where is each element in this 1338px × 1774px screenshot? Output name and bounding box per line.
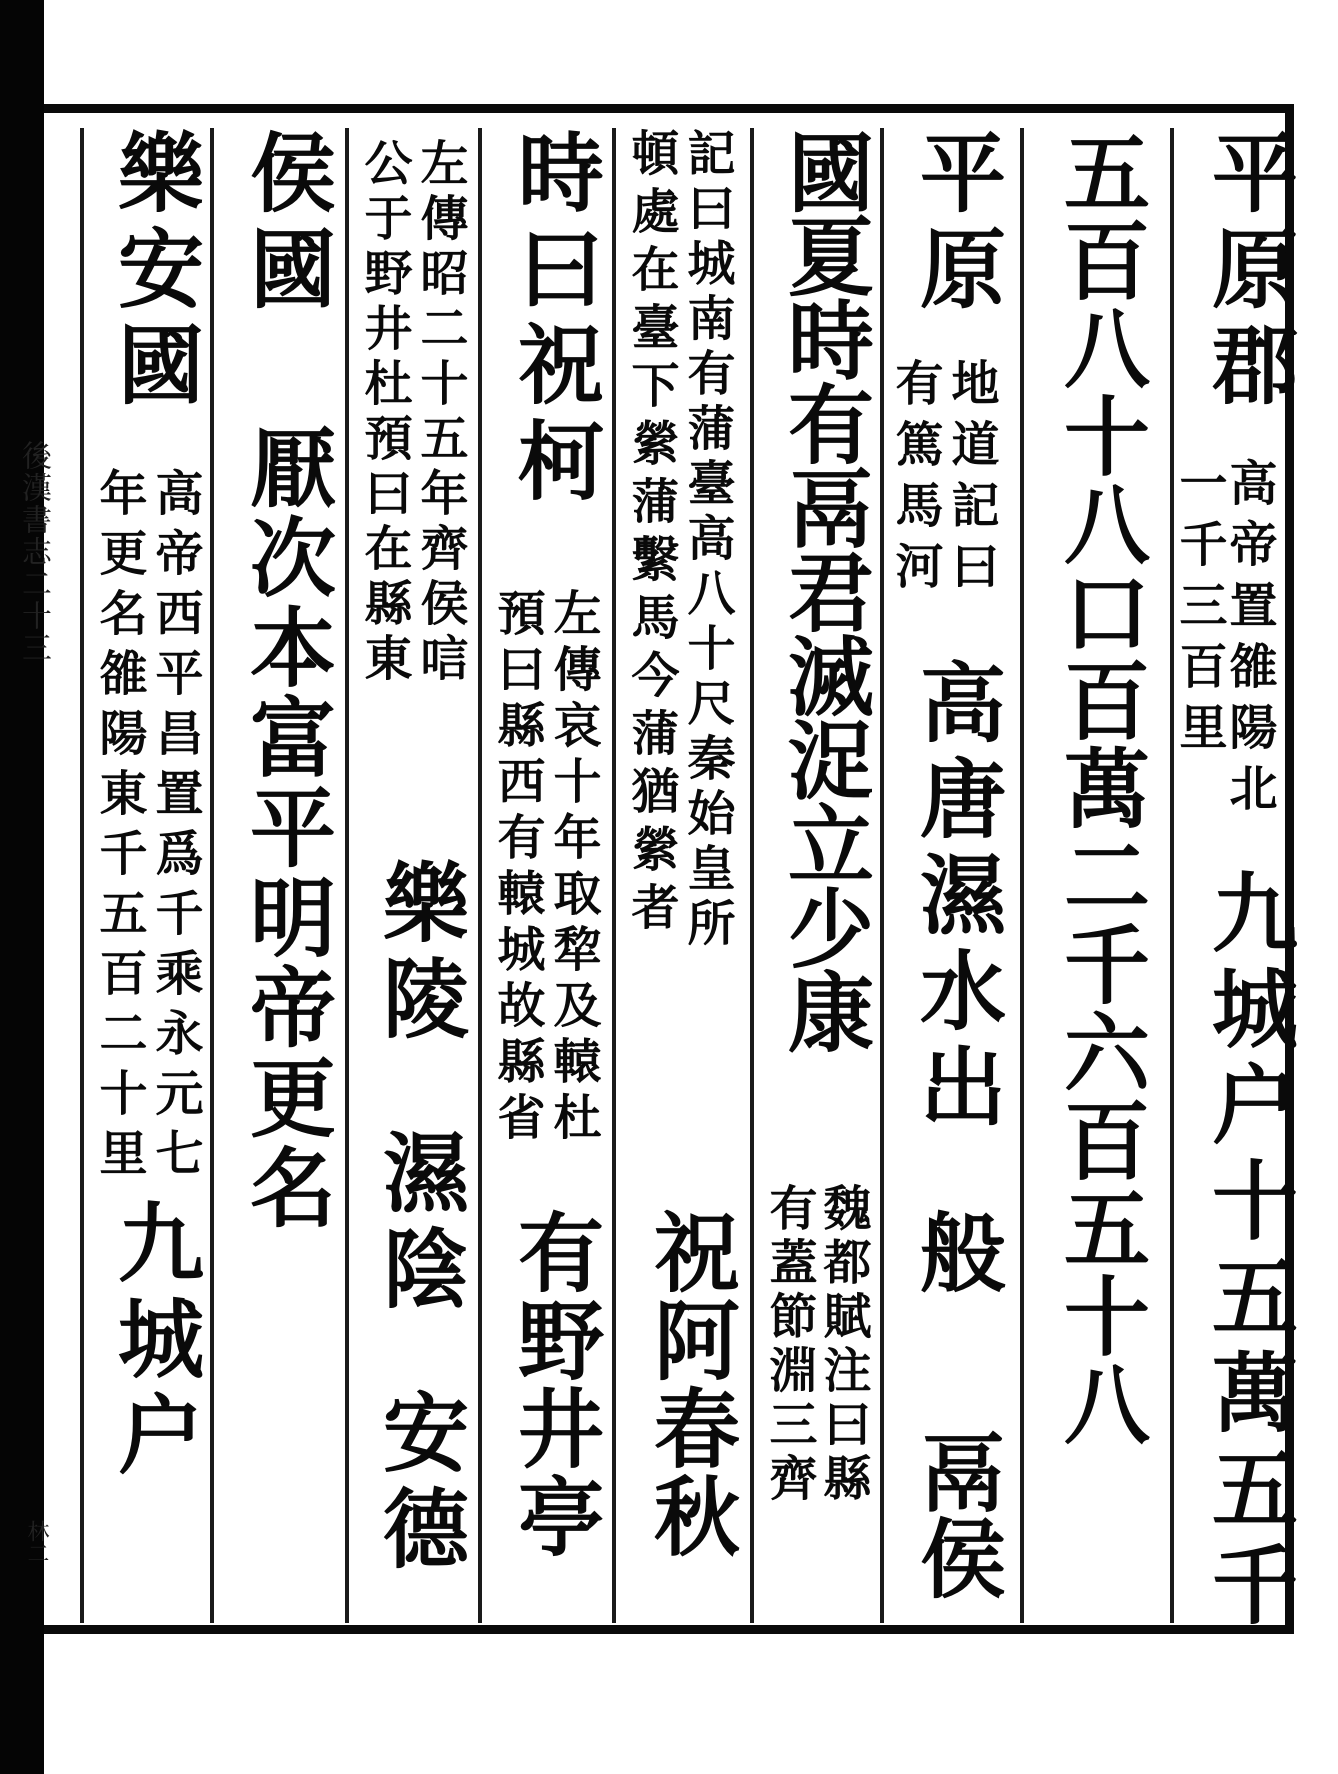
text-column-7 [345, 128, 478, 1623]
annotation-line-1: 左傳哀十年取犂及轅杜 [545, 588, 601, 1148]
margin-book-title: 後漢書志二十三 [16, 440, 51, 664]
main-text: 安德 [368, 1388, 469, 1580]
text-column-1 [1170, 128, 1298, 1636]
main-text: 樂安國 [103, 128, 204, 416]
text-column-4 [750, 128, 880, 1623]
annotation-line-2: 頓處在臺下縈蒲繫馬今蒲猶縈者 [623, 128, 679, 940]
main-text: 般 [905, 1208, 1006, 1304]
text-column-8 [210, 128, 345, 1623]
main-text: 五百八十八口百萬二千六百五十八 [1049, 128, 1150, 1448]
main-text: 平原郡 [1197, 128, 1298, 416]
main-text: 九城户十五萬五千 [1197, 868, 1298, 1636]
main-text: 平原 [905, 128, 1006, 320]
text-column-3 [880, 128, 1020, 1623]
annotation-line-2: 一千三百里 [1171, 458, 1227, 763]
main-text: 濕陰 [368, 1128, 469, 1320]
main-text: 九城户 [103, 1198, 204, 1486]
main-text: 樂陵 [368, 858, 469, 1050]
annotation-line-1: 魏都賦注曰縣 [815, 1183, 871, 1507]
annotation-line-2: 年更名雒陽東千五百二十里 [91, 468, 147, 1188]
text-column-6 [478, 128, 612, 1623]
margin-folio: 林二 [24, 1520, 49, 1564]
main-text: 高唐濕水出 [905, 658, 1006, 1138]
book-spine [0, 0, 44, 1774]
annotation-line-1: 高帝西平昌置爲千乘永元七 [147, 468, 203, 1188]
text-column-2 [1020, 128, 1170, 1623]
main-text: 時曰祝柯 [503, 128, 604, 512]
main-text: 鬲侯 [905, 1428, 1006, 1600]
text-column-5 [612, 128, 750, 1623]
main-text: 國夏時有鬲君滅浞立少康 [773, 128, 874, 1052]
main-text: 侯國 [235, 128, 336, 320]
text-column-9 [80, 128, 210, 1623]
annotation-line-2: 有蓋節淵三齊 [761, 1183, 817, 1507]
annotation-line-1: 左傳昭二十五年齊侯唁 [412, 138, 468, 688]
main-text: 祝阿春秋 [639, 1208, 740, 1560]
annotation-line-1: 地道記曰 [943, 358, 999, 602]
annotation-line-1: 高帝置雒陽北 [1221, 458, 1277, 824]
main-text: 厭次本富平明帝更名 [235, 423, 336, 1233]
main-text: 有野井亭 [503, 1208, 604, 1560]
annotation-line-2: 有篤馬河 [887, 358, 943, 602]
annotation-line-2: 公于野井杜預曰在縣東 [356, 138, 412, 688]
annotation-line-2: 預曰縣西有轅城故縣省 [489, 588, 545, 1148]
annotation-line-1: 記曰城南有蒲臺高八十尺秦始皇所 [679, 128, 735, 953]
